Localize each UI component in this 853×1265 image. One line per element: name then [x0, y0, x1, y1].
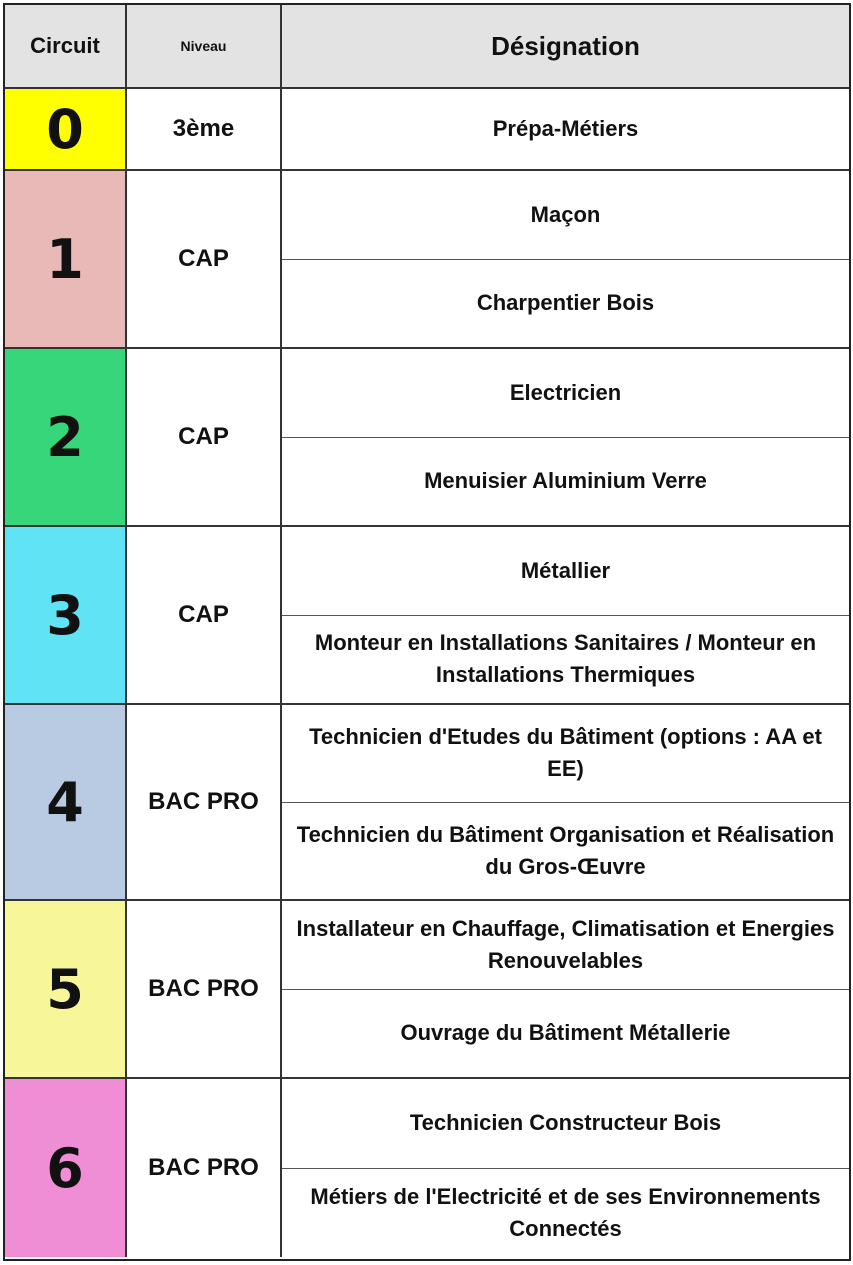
circuit-number: 2 [5, 349, 127, 527]
program-name: Electricien [282, 349, 849, 437]
program-name: Monteur en Installations Sanitaires / Monteur en Installations Thermiques [282, 615, 849, 704]
circuit-number: 4 [5, 705, 127, 901]
program-name: Prépa-Métiers [282, 89, 849, 171]
header-niveau: Niveau [127, 5, 282, 89]
program-name: Menuisier Aluminium Verre [282, 437, 849, 526]
program-name: Métiers de l'Electricité et de ses Environnements Connectés [282, 1168, 849, 1258]
niveau-cell: CAP [127, 171, 282, 349]
designation-cell [282, 171, 849, 349]
circuit-number: 0 [5, 89, 127, 171]
program-name: Technicien d'Etudes du Bâtiment (options : AA et EE) [282, 705, 849, 802]
designation-cell [282, 705, 849, 901]
niveau-cell: BAC PRO [127, 1079, 282, 1257]
program-name: Ouvrage du Bâtiment Métallerie [282, 989, 849, 1078]
circuit-number: 3 [5, 527, 127, 705]
niveau-cell: CAP [127, 527, 282, 705]
program-name: Technicien du Bâtiment Organisation et Réalisation du Gros-Œuvre [282, 802, 849, 900]
program-name: Technicien Constructeur Bois [282, 1079, 849, 1168]
program-name: Maçon [282, 171, 849, 259]
program-name: Charpentier Bois [282, 259, 849, 348]
niveau-cell: CAP [127, 349, 282, 527]
program-name: Installateur en Chauffage, Climatisation et Energies Renouvelables [282, 901, 849, 989]
niveau-cell: 3ème [127, 89, 282, 171]
niveau-cell: BAC PRO [127, 901, 282, 1079]
header-circuit: Circuit [5, 5, 127, 89]
designation-cell [282, 527, 849, 705]
designation-cell [282, 1079, 849, 1257]
designation-cell [282, 349, 849, 527]
program-name: Métallier [282, 527, 849, 615]
circuit-number: 6 [5, 1079, 127, 1257]
designation-cell [282, 901, 849, 1079]
header-designation: Désignation [282, 5, 849, 89]
circuit-number: 1 [5, 171, 127, 349]
circuit-number: 5 [5, 901, 127, 1079]
niveau-cell: BAC PRO [127, 705, 282, 901]
circuits-table [3, 3, 851, 1261]
